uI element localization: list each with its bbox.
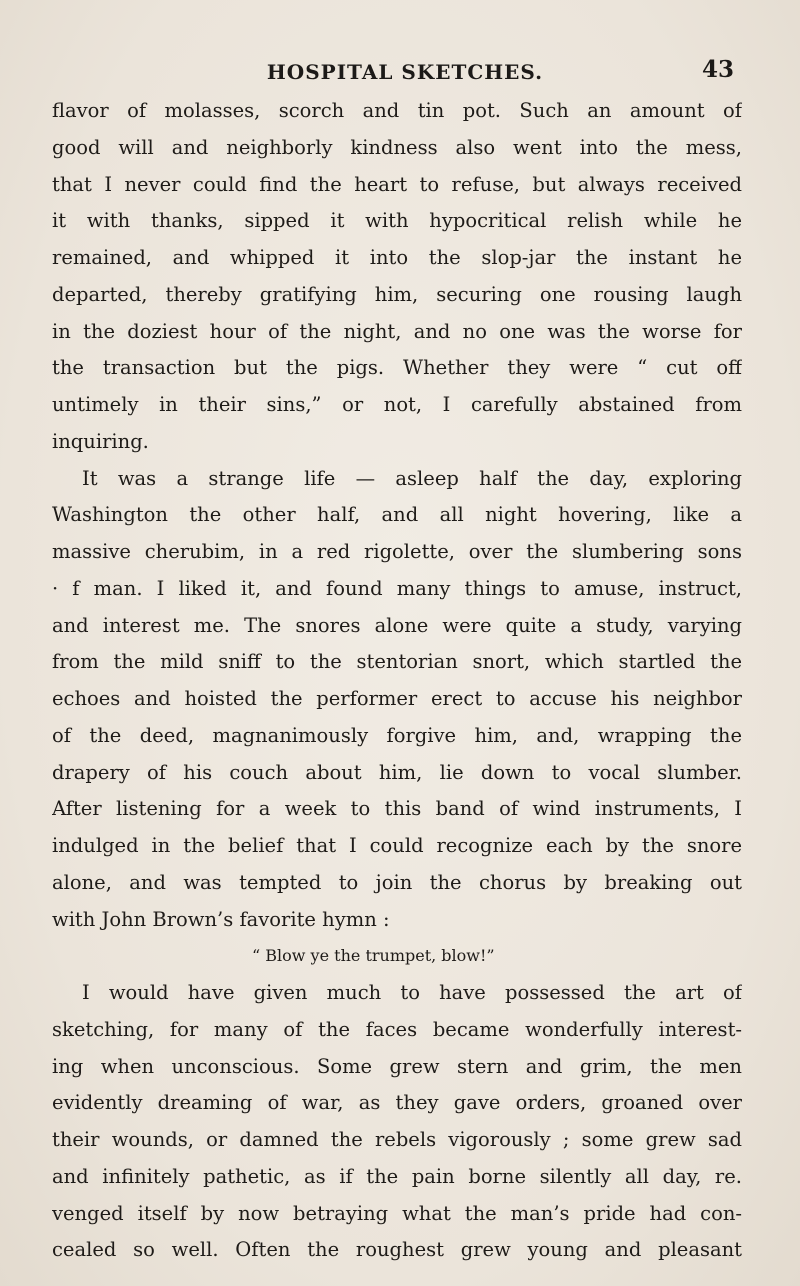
text-line: in the doziest hour of the night, and no one was the worse for (52, 319, 742, 343)
text-line: it with thanks, sipped it with hypocritical relish while he (52, 209, 742, 233)
text-line: with John Brown’s favorite hymn : (52, 907, 390, 931)
text-line: their wounds, or damned the rebels vigorously ; some grew sad (52, 1128, 742, 1151)
text-line: After listening for a week to this band of wind instruments, I (52, 797, 742, 821)
page-number: 43 (701, 56, 734, 83)
text-line: the transaction but the pigs. Whether they were “ cut off (52, 356, 742, 380)
text-line: that I never could find the heart to refuse, but always received (52, 172, 742, 196)
text-line: ing when unconscious. Some grew stern and grim, the men (52, 1054, 742, 1078)
page-header (70, 50, 740, 90)
text-line: · f man. I liked it, and found many things to amuse, instruct, (52, 576, 742, 600)
hymn-quote: “ Blow ye the trumpet, blow!” (252, 946, 495, 966)
text-line: evidently dreaming of war, as they gave orders, groaned over (52, 1091, 742, 1115)
text-line: flavor of molasses, scorch and tin pot. Such an amount of (52, 99, 742, 122)
text-line: massive cherubim, in a red rigolette, over the slumbering sons (52, 540, 742, 563)
text-line: untimely in their sins,” or not, I carefully abstained from (52, 393, 742, 416)
paragraph-start-line: It was a strange life — asleep half the day, exploring (82, 466, 742, 490)
text-line: venged itself by now betraying what the man’s pride had con- (52, 1201, 742, 1225)
text-line: of the deed, magnanimously forgive him, and, wrapping the (52, 723, 742, 747)
body-text (52, 93, 742, 1269)
text-line: from the mild sniff to the stentorian snort, which startled the (52, 650, 742, 674)
text-line: cealed so well. Often the roughest grew young and pleasant (52, 1238, 742, 1262)
text-line: and infinitely pathetic, as if the pain borne silently all day, re. (52, 1164, 742, 1188)
text-line: Washington the other half, and all night hovering, like a (52, 503, 742, 527)
text-line: remained, and whipped it into the slop-jar the instant he (52, 246, 742, 269)
text-line: drapery of his couch about him, lie down to vocal slumber. (52, 760, 742, 784)
running-head: HOSPITAL SKETCHES. (266, 60, 544, 84)
text-line: echoes and hoisted the performer erect to accuse his neighbor (52, 687, 742, 710)
paragraph-start-line: I would have given much to have possessed the art of (82, 981, 742, 1004)
text-line: good will and neighborly kindness also went into the mess, (52, 135, 742, 159)
text-line: indulged in the belief that I could recognize each by the snore (52, 834, 742, 857)
text-line: inquiring. (52, 429, 149, 453)
text-line: sketching, for many of the faces became wonderfully interest- (52, 1017, 742, 1041)
text-line: and interest me. The snores alone were quite a study, varying (52, 613, 742, 637)
text-line: alone, and was tempted to join the chorus by breaking out (52, 870, 742, 894)
text-line: departed, thereby gratifying him, securing one rousing laugh (52, 282, 742, 306)
